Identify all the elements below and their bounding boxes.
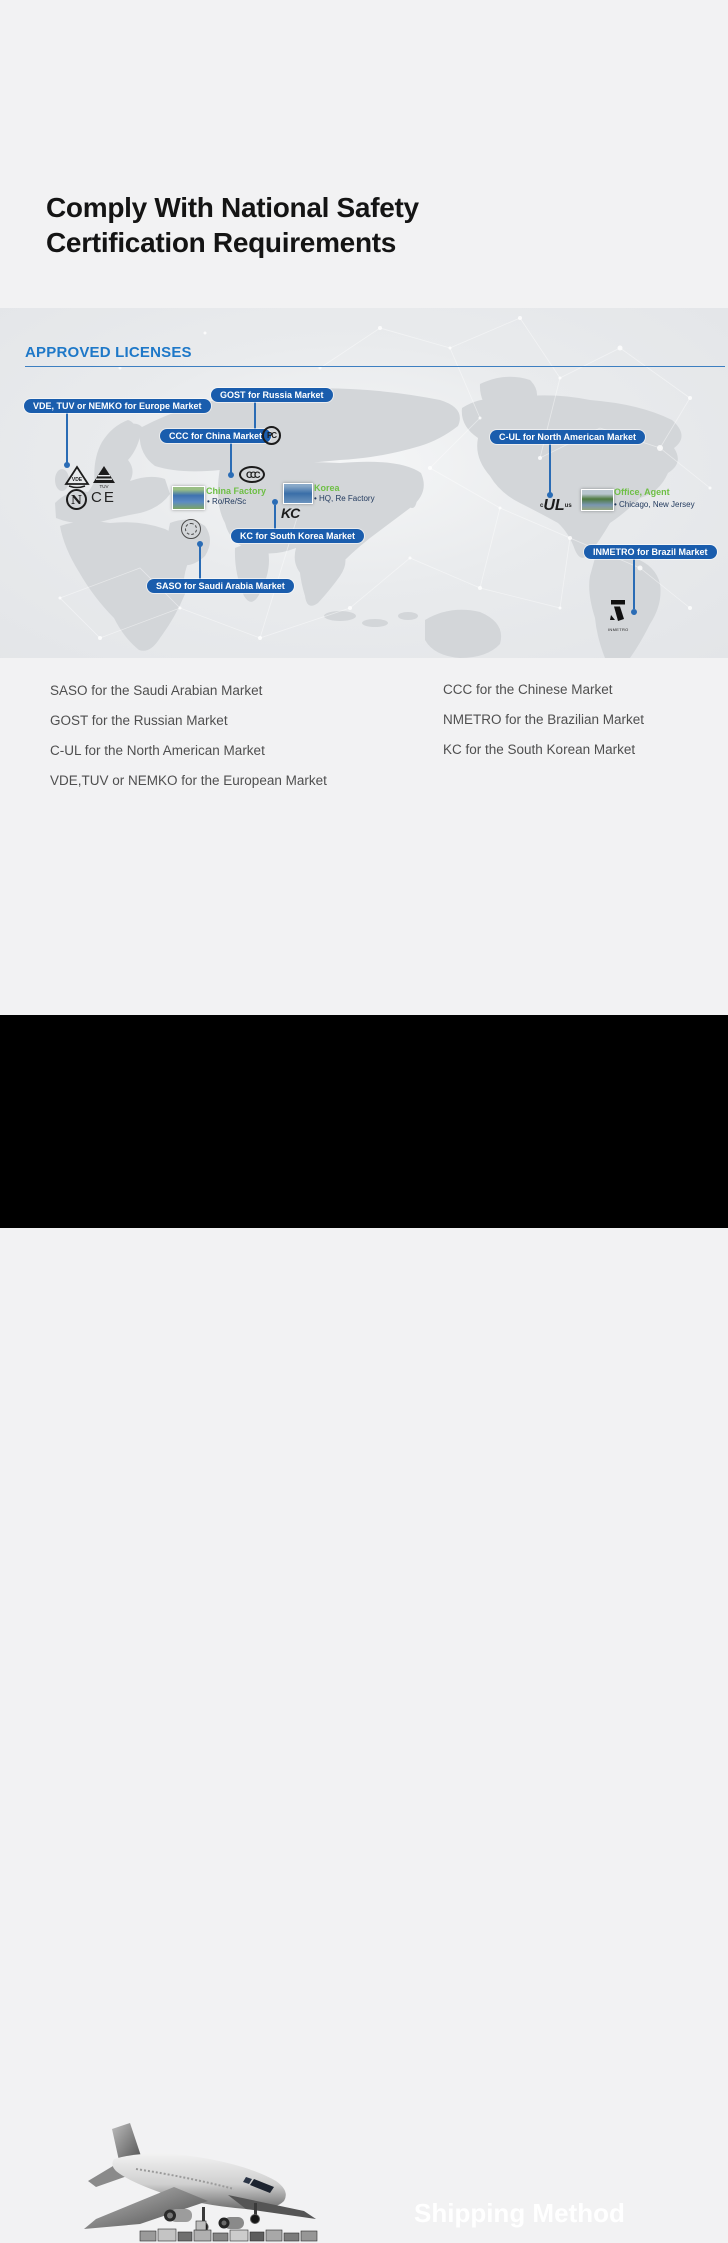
leader-line-china	[230, 442, 232, 473]
svg-text:VDE: VDE	[71, 477, 83, 483]
pill-saudi-arabia-market: SASO for Saudi Arabia Market	[147, 579, 294, 593]
nemko-mark-icon: N	[66, 489, 87, 510]
section-title-underline	[25, 366, 725, 367]
map-dot-china	[228, 472, 234, 478]
pill-north-america-market: C-UL for North American Market	[490, 430, 645, 444]
saso-mark-icon	[181, 519, 201, 539]
leader-line-north-america	[549, 444, 551, 493]
page-title-line1: Comply With National Safety	[46, 192, 419, 223]
license-list-item: C-UL for the North American Market	[50, 743, 265, 758]
license-list-item: CCC for the Chinese Market	[443, 682, 613, 697]
pill-russia-market: GOST for Russia Market	[211, 388, 333, 402]
ccc-mark-icon: CCC	[239, 466, 265, 483]
license-list-item: NMETRO for the Brazilian Market	[443, 712, 645, 727]
china-factory-photo	[172, 486, 205, 510]
license-list-item: SASO for the Saudi Arabian Market	[50, 683, 263, 698]
leader-line-south-korea	[274, 505, 276, 530]
korea-site-photo	[283, 483, 313, 504]
leader-line-saudi-arabia	[199, 546, 201, 580]
map-dot-south-korea	[272, 499, 278, 505]
gost-mark-icon: PC	[262, 426, 281, 445]
kc-mark-icon: KC	[281, 505, 300, 521]
china-factory-label: China Factory	[206, 486, 267, 496]
section-title-approved-licenses: APPROVED LICENSES	[25, 344, 192, 361]
korea-site-label: Korea	[314, 483, 340, 493]
leader-line-brazil	[633, 558, 635, 609]
license-list-item: KC for the South Korean Market	[443, 742, 636, 757]
pill-brazil-market: INMETRO for Brazil Market	[584, 545, 717, 559]
china-factory-note: • Ro/Re/Sc	[207, 497, 247, 506]
license-list-item: VDE,TUV or NEMKO for the European Market	[50, 773, 327, 788]
us-office-note: • Chicago, New Jersey	[614, 500, 695, 509]
pill-china-market: CCC for China Market	[160, 429, 271, 443]
ce-mark-icon: CE	[91, 489, 116, 506]
pill-south-korea-market: KC for South Korea Market	[231, 529, 364, 543]
shipping-method-title: Shipping Method	[414, 2198, 625, 2228]
page-title-line2: Certification Requirements	[46, 227, 397, 258]
us-office-photo	[581, 489, 614, 511]
pill-europe-market: VDE, TUV or NEMKO for Europe Market	[24, 399, 211, 413]
svg-text:TUV: TUV	[99, 484, 109, 489]
leader-line-europe	[66, 412, 68, 464]
shipping-method-section	[0, 1015, 728, 2228]
us-office-label: Office, Agent	[614, 487, 670, 497]
license-list-item: GOST for the Russian Market	[50, 713, 228, 728]
airplane-image	[78, 2123, 348, 2243]
ul-mark-icon: cULus	[540, 497, 572, 514]
korea-site-note: • HQ, Re Factory	[314, 494, 375, 503]
inmetro-mark-icon: INMETRO	[608, 600, 628, 632]
map-dot-brazil	[631, 609, 637, 615]
page-title	[46, 190, 419, 260]
map-dot-saudi-arabia	[197, 541, 203, 547]
